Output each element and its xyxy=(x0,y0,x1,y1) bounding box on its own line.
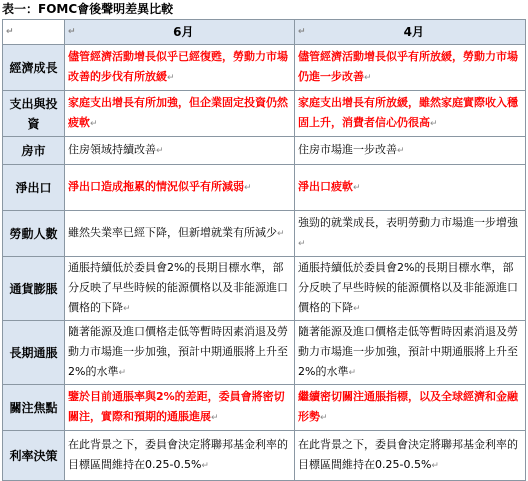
column-header-june xyxy=(65,20,295,45)
row-header-label: 支出與投資 xyxy=(9,96,58,131)
cell-april xyxy=(295,321,526,385)
table-row xyxy=(3,137,526,165)
row-header xyxy=(3,257,65,321)
april-statement-text: 通脹持續低於委員會2%的長期目標水準，部分反映了早些時候的能源價格以及非能源進口價格的下降 xyxy=(298,261,518,314)
return-mark-icon: ↵ xyxy=(364,73,372,83)
return-mark-icon: ↵ xyxy=(90,119,98,129)
row-header xyxy=(3,91,65,137)
row-header-label: 通貨膨脹 xyxy=(9,281,58,296)
return-mark-icon: ↵ xyxy=(244,183,252,193)
header-row xyxy=(3,20,526,45)
table-row xyxy=(3,385,526,431)
june-statement-text: 淨出口造成拖累的情況似乎有所減弱 xyxy=(68,180,244,193)
cell-april xyxy=(295,165,526,211)
return-mark-icon: ↵ xyxy=(430,119,438,129)
april-statement-text: 強勁的就業成長，表明勞動力市場進一步增強 xyxy=(298,216,518,229)
table-row xyxy=(3,45,526,91)
return-mark-icon: ↵ xyxy=(298,27,306,37)
june-statement-text: 儘管經濟活動增長似乎已經復甦，勞動力市場改善的步伐有所放緩 xyxy=(68,50,288,83)
april-statement-text: 繼續密切關注通脹指標，以及全球經濟和金融形勢 xyxy=(298,390,518,423)
june-statement-text: 家庭支出增長有所加強，但企業固定投資仍然疲軟 xyxy=(68,96,288,129)
table-row xyxy=(3,257,526,321)
row-header xyxy=(3,165,65,211)
june-statement-text: 雖然失業率已經下降，但新增就業有所減少 xyxy=(68,226,277,239)
june-statement-text: 住房領域持續改善 xyxy=(68,143,156,156)
cell-june xyxy=(65,165,295,211)
return-mark-icon: ↵ xyxy=(211,413,219,423)
cell-june xyxy=(65,321,295,385)
return-mark-icon: ↵ xyxy=(6,27,14,37)
row-header-label: 淨出口 xyxy=(15,180,52,195)
june-statement-text: 通脹持續低於委員會2%的長期目標水準，部分反映了早些時候的能源價格以及非能源進口價格的下降 xyxy=(68,261,288,314)
return-mark-icon: ↵ xyxy=(68,27,76,37)
column-header-april xyxy=(295,20,526,45)
cell-april xyxy=(295,137,526,165)
row-header xyxy=(3,431,65,481)
table-row xyxy=(3,91,526,137)
header-corner xyxy=(3,20,65,45)
return-mark-icon: ↵ xyxy=(397,146,405,156)
return-mark-icon: ↵ xyxy=(353,183,361,193)
april-statement-text: 隨著能源及進口價格走低等暫時因素消退及勞動力市場進一步加強，預計中期通脹將上升至2%的水準 xyxy=(298,325,518,378)
return-mark-icon: ↵ xyxy=(167,73,175,83)
row-header-label: 經濟成長 xyxy=(9,60,58,75)
table-row xyxy=(3,321,526,385)
cell-june xyxy=(65,257,295,321)
return-mark-icon: ↵ xyxy=(298,239,306,249)
cell-april xyxy=(295,91,526,137)
column-header-label: 4月 xyxy=(403,25,424,39)
row-header-label: 長期通脹 xyxy=(9,345,58,360)
april-statement-text: 淨出口疲軟 xyxy=(298,180,353,193)
june-statement-text: 在此背景之下，委員會決定將聯邦基金利率的目標區間維持在0.25-0.5% xyxy=(68,438,288,471)
april-statement-text: 家庭支出增長有所放緩，雖然家庭實際收入穩固上升，消費者信心仍很高 xyxy=(298,96,518,129)
row-header xyxy=(3,211,65,257)
return-mark-icon: ↵ xyxy=(123,304,131,314)
june-statement-text: 隨著能源及進口價格走低等暫時因素消退及勞動力市場進一步加強，預計中期通脹將上升至2%的水準 xyxy=(68,325,288,378)
june-statement-text: 鑒於目前通脹率與2%的差距，委員會將密切關注，實際和預期的通脹進展 xyxy=(68,390,285,423)
row-header xyxy=(3,45,65,91)
row-header xyxy=(3,321,65,385)
cell-april xyxy=(295,45,526,91)
cell-june xyxy=(65,91,295,137)
row-header-label: 勞動人數 xyxy=(9,226,58,241)
return-mark-icon: ↵ xyxy=(118,368,126,378)
fomc-comparison-table xyxy=(2,19,526,481)
return-mark-icon: ↵ xyxy=(320,413,328,423)
row-header xyxy=(3,385,65,431)
row-header xyxy=(3,137,65,165)
cell-april xyxy=(295,211,526,257)
cell-june xyxy=(65,137,295,165)
return-mark-icon: ↵ xyxy=(156,146,164,156)
cell-june xyxy=(65,431,295,481)
cell-june xyxy=(65,385,295,431)
april-statement-text: 儘管經濟活動增長似乎有所放緩，勞動力市場仍進一步改善 xyxy=(298,50,518,83)
column-header-label: 6月 xyxy=(173,25,194,39)
return-mark-icon: ↵ xyxy=(348,368,356,378)
cell-june xyxy=(65,211,295,257)
cell-june xyxy=(65,45,295,91)
return-mark-icon: ↵ xyxy=(353,304,361,314)
return-mark-icon: ↵ xyxy=(277,229,285,239)
table-row xyxy=(3,431,526,481)
april-statement-text: 住房市場進一步改善 xyxy=(298,143,397,156)
return-mark-icon: ↵ xyxy=(431,461,439,471)
table-caption: 表一：FOMC會後聲明差異比較 xyxy=(2,2,174,16)
row-header-label: 關注焦點 xyxy=(9,400,58,415)
return-mark-icon: ↵ xyxy=(201,461,209,471)
april-statement-text: 在此背景之下，委員會決定將聯邦基金利率的目標區間維持在0.25-0.5% xyxy=(298,438,518,471)
cell-april xyxy=(295,257,526,321)
table-row xyxy=(3,165,526,211)
row-header-label: 利率決策 xyxy=(9,448,58,463)
cell-april xyxy=(295,431,526,481)
row-header-label: 房市 xyxy=(21,143,46,158)
cell-april xyxy=(295,385,526,431)
table-row xyxy=(3,211,526,257)
